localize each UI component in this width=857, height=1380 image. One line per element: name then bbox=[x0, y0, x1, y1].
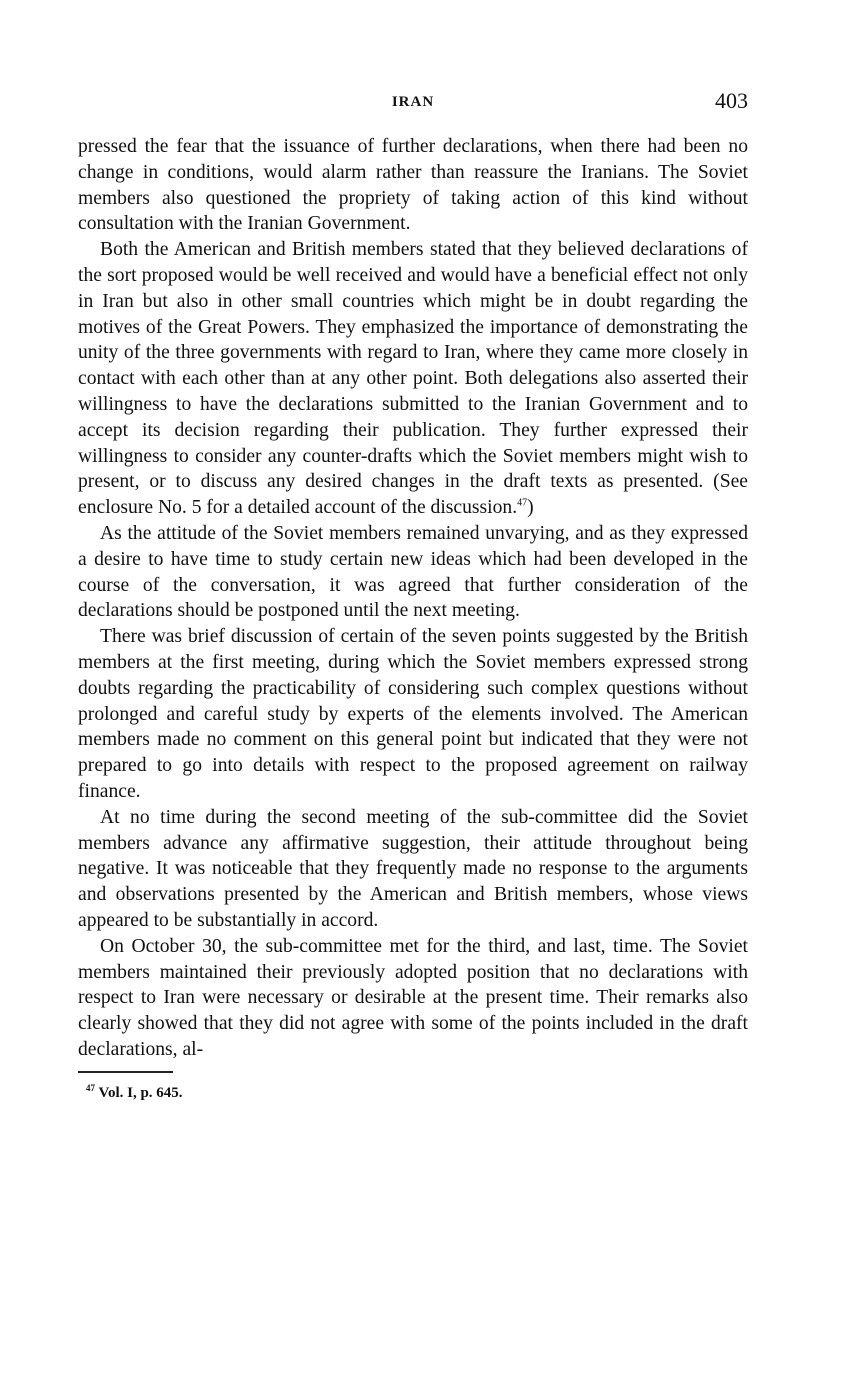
page bbox=[78, 88, 748, 1102]
closing-parenthesis: ) bbox=[527, 497, 534, 519]
paragraph-postponement: As the attitude of the Soviet members remained unvarying, and as they expressed a desire to have time to study certain new ideas which had been developed in the course of the conversation, it was agreed that further consideration of the declarations should be postponed until the next meeting. bbox=[78, 522, 748, 622]
paragraph-text: Both the American and British members stated that they believed declarations of the sort proposed would be well received and would have a beneficial effect not only in Iran but also in other small countries which might be in doubt regarding the motives of the Great Powers. They emphasized the importance of demonstrating the unity of the three governments with regard to Iran, where they came more closely in contact with each other than at any other point. Both delegations also asserted their willingness to have the declarations submitted to the Iranian Government and to accept its decision regarding their publication. They further expressed their willingness to consider any counter-drafts which the Soviet members might wish to present, or to discuss any desired changes in the draft texts as presented. (See enclosure No. 5 for a detailed account of the discussion. bbox=[78, 239, 748, 519]
footnote-reference: 47 bbox=[517, 497, 528, 509]
footnote-text: Vol. I, p. 645. bbox=[98, 1084, 183, 1101]
paragraph-seven-points: There was brief discussion of certain of the seven points suggested by the British members at the first meeting, during which the Soviet members expressed strong doubts regarding the practicability of considering such complex questions without prolonged and careful study by experts of the elements involved. The American members made no comment on this general point but indicated that they were not prepared to go into details with respect to the proposed agreement on railway finance. bbox=[78, 626, 748, 802]
footnote-marker: 47 bbox=[86, 1082, 95, 1093]
paragraph-second-meeting: At no time during the second meeting of the sub-committee did the Soviet members advance any affirmative suggestion, their attitude throughout being negative. It was noticeable that they frequently made no response to the arguments and observations presented by the American and British members, whose views appeared to be substantially in accord. bbox=[78, 806, 748, 931]
page-header bbox=[78, 88, 748, 122]
paragraph-american-british bbox=[78, 237, 748, 521]
paragraph-third-meeting: On October 30, the sub-committee met for the third, and last, time. The Soviet members maintained their previously adopted position that no declarations with respect to Iran were necessary or desirable at the present time. Their remarks also clearly showed that they did not agree with some of the points included in the draft declarations, al- bbox=[78, 935, 748, 1060]
page-number: 403 bbox=[715, 88, 748, 113]
footnote bbox=[78, 1082, 748, 1102]
paragraph-continuation: pressed the fear that the issuance of further declarations, when there had been no change in conditions, would alarm rather than reassure the Iranians. The Soviet members also questioned the propriety of taking action of this kind without consultation with the Iranian Government. bbox=[78, 136, 748, 235]
footnote-rule bbox=[78, 1071, 173, 1073]
body-text bbox=[78, 134, 748, 1063]
running-title: IRAN bbox=[391, 94, 435, 110]
